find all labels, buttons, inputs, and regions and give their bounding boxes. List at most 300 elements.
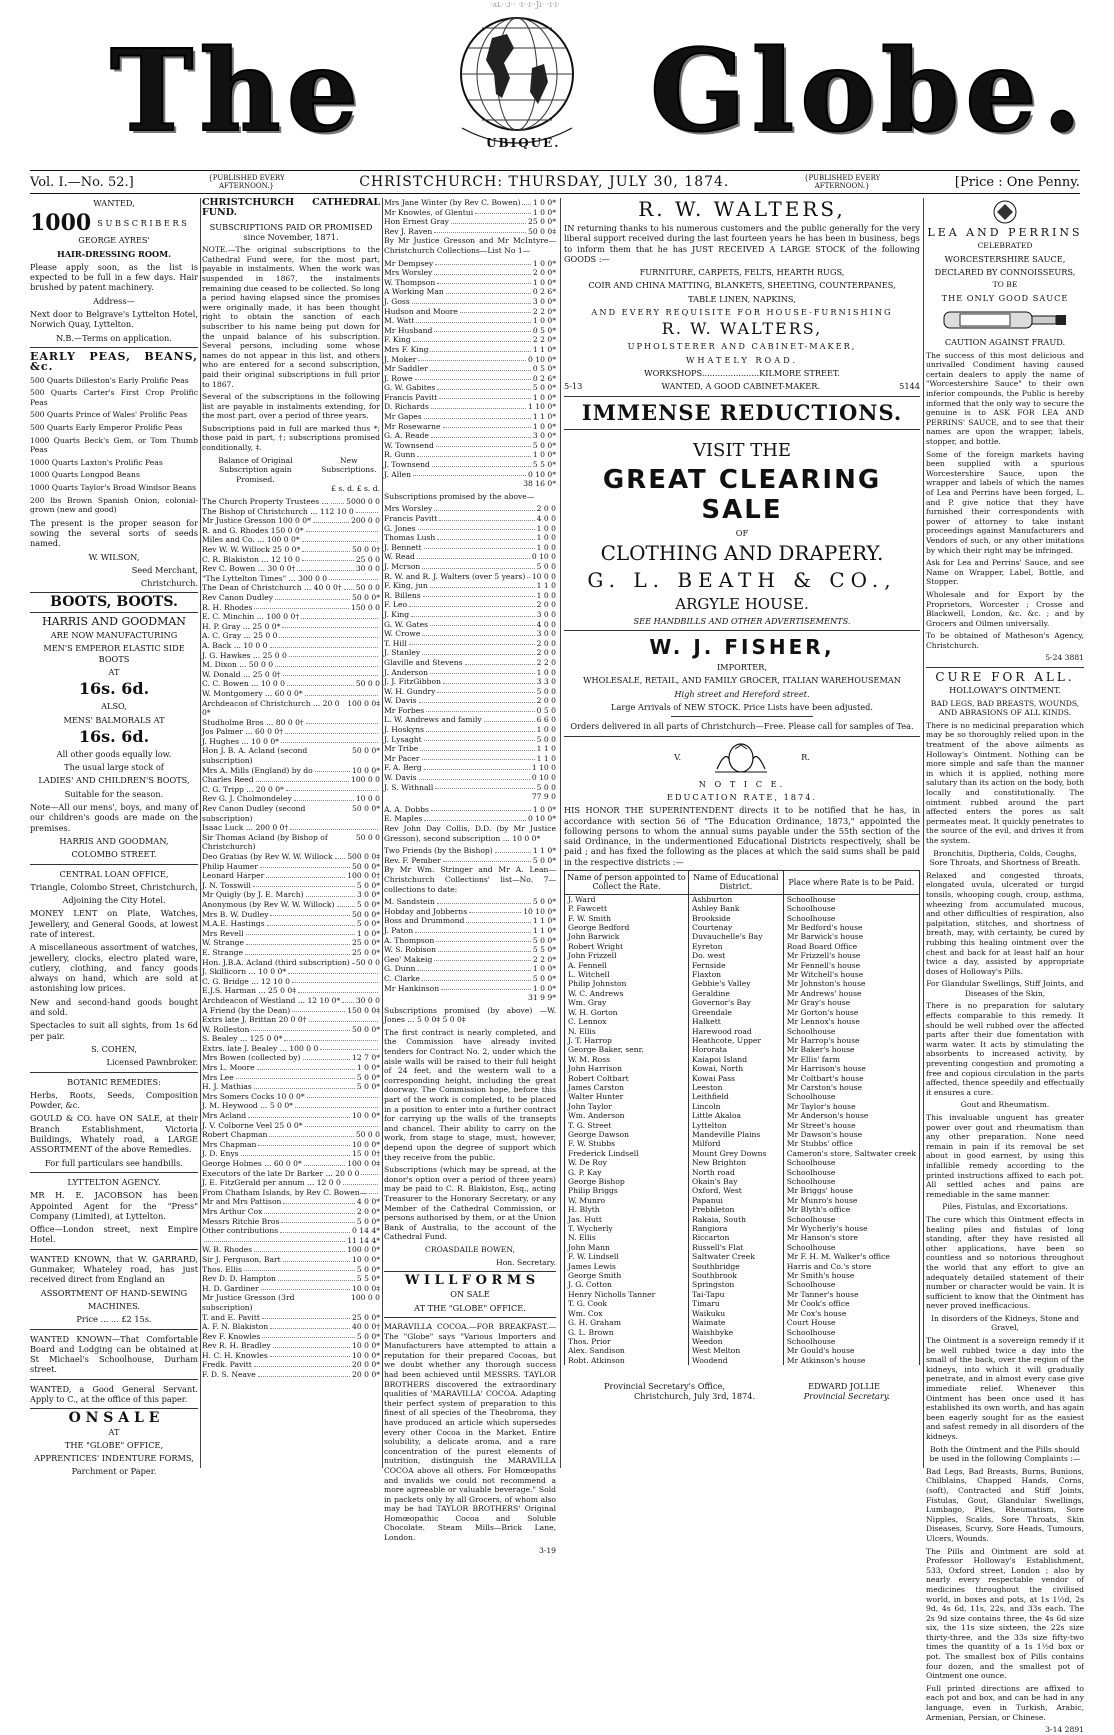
table-cell: Mr F. H. M. Walker's office [783,1252,919,1261]
table-cell: Governor's Bay [689,998,784,1007]
table-cell: George Bedford [565,923,689,932]
cohen: S. COHEN, [91,1043,137,1054]
table-row [384,227,556,237]
table-row [565,1158,920,1167]
table-cell: Fernside [689,961,784,970]
table-row [202,746,380,765]
table-cell: Ashley Bank [689,904,784,913]
row-amount: 5 0 0 [536,686,556,696]
row-amount: 5 0 0* [532,973,556,983]
table-cell: Mr Harrison's house [783,1064,919,1073]
notice: N O T I C E. [698,778,786,789]
table-row [384,278,556,288]
row-name: A. C. Gray ... 25 0 0 [202,631,278,641]
table-row [565,1224,920,1233]
table-cell: Mr Hanson's store [783,1233,919,1242]
wanted-number: 1000 [30,210,92,237]
table-cell: John Harrison [565,1064,689,1073]
table-cell: Wm. Anderson [565,1111,689,1120]
table-cell: Schoolhouse [783,1215,919,1224]
row-amount: 2 2 0 [536,657,556,667]
will-at-globe: AT THE "GLOBE" OFFICE. [414,1302,526,1313]
row-amount: 0 14 4* [352,1226,380,1236]
table-cell: W. De Roy [565,1158,689,1167]
row-amount: 1 0 0* [532,804,556,814]
row-amount: 50 0 0 [355,583,380,593]
table-row [202,1274,380,1284]
row-amount: 1 0 0* [532,207,556,217]
row-amount: 1 0 0* [532,964,556,974]
table-cell: Mr Atkinson's house [783,1356,919,1365]
table-row [565,1271,920,1280]
table-row [202,1370,380,1380]
table-row [565,1017,920,1026]
row-name: Rev G. J. Cholmondeley [202,794,292,804]
table-cell: Thos. Prior [565,1337,689,1346]
table-row [384,383,556,393]
table-row [565,1074,920,1083]
globe-icon [452,8,582,156]
lp-ref: 5-24 3881 [1045,653,1084,663]
table-cell: North road [689,1168,784,1177]
high-street: High street and Hereford street. [674,688,810,699]
row-name: Francis Pavitt [384,514,438,523]
table-cell: F. W. Smith [565,914,689,923]
table-row [202,785,380,795]
row-name: Mr and Mrs Pattison [202,1197,282,1207]
row-amount: 50 0 0 [355,832,380,842]
row-amount: 50 0 0* [352,804,380,814]
table-row [384,514,556,524]
table-cell: Harris and Co.'s store [783,1262,919,1271]
row-amount: 5 5 0* [356,1274,380,1284]
table-cell: Mr Coltbart's house [783,1074,919,1083]
table-row [384,591,556,601]
table-row [565,1177,920,1186]
table-row [384,450,556,460]
column-1 [30,198,198,1477]
goods-1: FURNITURE, CARPETS, FELTS, HEARTH RUGS, [639,267,845,278]
table-row [384,217,556,227]
row-amount: 100 0 0 [351,775,380,785]
row-name: H. C. H. Knowles [202,1350,268,1360]
table-cell: George Smith [565,1271,689,1280]
row-name: A Working Man [384,287,444,297]
table-cell: Mr Lennox's house [783,1017,919,1026]
row-name: W. H. Gundry [384,686,436,696]
row-amount: 5 0 0* [532,935,556,945]
row-amount: 50 0 0* [352,1024,380,1034]
row-name: Mrs Bowen (collected by) [202,1053,301,1063]
row-name: G. W. Gabites [384,383,436,393]
table-row [384,422,556,432]
promised-label: Subscriptions promised by the above— [384,491,535,501]
cathedral-marks: Subscriptions paid in full are marked thus *; those paid in part, †; subscriptions promised conditionally, ‡. [202,423,380,453]
table-row [565,1346,920,1355]
row-name: Mrs Revell [202,928,244,938]
table-row [565,1318,920,1327]
wanted-cabinet: WANTED, A GOOD CABINET-MAKER. [661,381,821,392]
row-amount: 1 1 0* [532,344,556,354]
row-name: Mr Forbes [384,705,425,715]
row-amount: 2 2 0* [532,335,556,345]
row-amount: 20 0 0* [352,1360,380,1370]
row-name: J. Goss [384,296,410,306]
table-row [384,639,556,649]
table-cell: Mr Gould's house [783,1346,919,1355]
table-cell: W. Munro [565,1196,689,1205]
table-cell: Mr Wycherly's house [783,1224,919,1233]
table-cell: Court House [783,1318,919,1327]
table-row [565,942,920,951]
table-row [384,763,556,773]
row-amount: 1 1 0* [532,916,556,926]
gout: Gout and Rheumatism. [960,1100,1050,1110]
table-cell: Mr Fennell's house [783,961,919,970]
grocer: WHOLESALE, RETAIL, AND FAMILY GROCER, ITALIAN WAREHOUSEMAN [583,675,901,686]
table-cell: George Dawson [565,1130,689,1139]
walters-text: IN returning thanks to his numerous customers and the public generally for the very liberal support received during the last fourteen years he has been in business, begs to inform them that he has JUST RECEIVED A LARGE STOCK of the following GOODS :— [564,223,920,264]
row-name: Mr Gapes [384,412,422,422]
list-item: 500 Quarts Prince of Wales' Prolific Peas [30,410,188,420]
row-name: R. Gunn [384,450,416,460]
adjoining: Adjoining the City Hotel. [62,895,166,906]
table-row [565,1337,920,1346]
beath: G. L. BEATH & CO., [587,567,897,592]
table-row [202,1111,380,1121]
row-amount: 2 0 0 [536,648,556,658]
row-name: J. Hoskyns [384,725,425,735]
row-amount: 4 0 0 [536,514,556,523]
table-cell: Kowai, North [689,1064,784,1073]
list-item: 500 Quarts Carter's First Crop Prolific Peas [30,388,198,407]
jollie: EDWARD JOLLIE [808,1381,880,1392]
honor-text: HIS HONOR THE SUPERINTENDENT directs it to be notified that he has, in accordance with section 56 of "The Education Ordinance, 1873," appointed the following persons to whom the annual sums payable under the 55th section of the said Ordinance, in the undermentioned Educational Districts respectively, shall be paid ; and has fixed the following as the places at which the said sums shall be paid in the respective districts :— [564,805,920,867]
row-name: Hudson and Moore [384,306,458,316]
new-goods: New and second-hand goods bought and sold. [30,996,198,1018]
assortment: ASSORTMENT OF HAND-SEWING [40,1287,188,1298]
row-name: Mr Pacer [384,753,420,763]
row-amount: 1 0 0 [536,590,556,600]
table-cell: Schoolhouse [783,1328,919,1337]
table-cell: Schoolhouse [783,1177,919,1186]
r-letter: R. [801,752,810,763]
garrard: WANTED KNOWN, that W. GARRARD, Gunmaker, Whateley road, has just received direct from England an [30,1253,198,1285]
table-row [384,316,556,326]
row-name: Executors of the late Dr Barker ... 20 0 0 [202,1168,360,1178]
table-row [384,984,556,994]
row-amount: 2 0 0 [536,600,556,610]
table-cell: George Baker, senr. [565,1045,689,1054]
table-row [384,916,556,926]
row-name: A Friend (by the Dean) [202,1005,291,1015]
table-row [384,533,556,543]
table-cell: West Melton [689,1346,784,1355]
row-amount: 1 0 0* [532,277,556,287]
table-row [565,1243,920,1252]
table-cell: Schoolhouse [783,914,919,923]
row-amount: 25 0 0* [528,217,556,227]
table-row [202,890,380,900]
row-name: W. Read [384,552,415,562]
promised-jones: Subscriptions promised (by above) —W. Jones ... 5 0 0‡ 5 0 0‡ [384,1005,556,1025]
row-amount: 1 1 0 [536,581,556,591]
only-good: THE ONLY GOOD SAUCE [941,293,1069,304]
table-row [202,718,380,728]
table-cell: Duvauchelle's Bay [689,932,784,941]
subscription-table [202,497,380,1380]
triangle: Triangle, Colombo Street, Christchurch, [30,881,198,892]
holloway-7: Bad Legs, Bad Breasts, Burns, Bunions, Chilblains, Chapped Hands, Corns, (soft), Contracted and Stiff Joints, Fistulas, Gout, Glandular Swellings, Lumbago, Piles, Rheumatism, Sore Nipples, Scalds, Sore Throats, Skin Diseases, Scurvy, Sore Heads, Tumours, Ulcers, Wounds. [926,1466,1084,1543]
table-row [565,979,920,988]
column-3 [384,198,556,1555]
row-amount: 50 0 0* [352,861,380,871]
row-name: C. C. Bowen ... 10 0 0 [202,679,285,689]
table-row [384,945,556,955]
table-cell: Mr Street's house [783,1121,919,1130]
lp-text-5: To be obtained of Matheson's Agency, Christchurch. [926,631,1084,650]
row-name: D. Richards [384,402,429,412]
fisher: W. J. FISHER, [649,635,835,660]
row-amount: 5 0 0* [532,383,556,393]
seed-merchant: Seed Merchant, [131,564,198,575]
row-name: Mrs Worsley [384,268,433,278]
row-amount: 10 0 0 [531,571,556,581]
table-row [384,696,556,706]
list-item: 500 Quarts Early Emperor Prolific Peas [30,422,183,432]
table-cell: Frederick Lindsell [565,1149,689,1158]
ref-1: 5-13 [564,381,583,392]
table-row [384,936,556,946]
table-cell: Mr Munro's house [783,1196,919,1205]
row-name: Studholme Bros ... 80 0 0† [202,717,304,727]
table-row [384,412,556,422]
table-cell: New Brighton [689,1158,784,1167]
present-season: The present is the proper season for sowing the several sorts of seeds named. [30,517,198,549]
table-row [565,1280,920,1289]
will-on-sale: ON SALE [450,1289,490,1300]
row-name: J. N. Tosswill [202,880,251,890]
row-amount: 5 0 0* [356,1264,380,1274]
published-right: {PUBLISHED EVERY AFTERNOON.} [804,174,881,190]
table-row [384,374,556,384]
table-row [202,1226,380,1236]
table-row [384,402,556,412]
table-cell: Halkett [689,1017,784,1026]
table-row [202,823,380,833]
table-row [202,1245,380,1255]
table-row [384,355,556,365]
row-amount: 1 0 0 [536,542,556,552]
table-row [384,431,556,441]
emperor: MEN'S EMPEROR ELASTIC SIDE BOOTS [43,643,185,664]
table-cell: Tai-Tapu [689,1290,784,1299]
table-row [565,1356,920,1365]
row-amount: 5 0 0* [356,880,380,890]
table-cell: Hororata [689,1045,784,1054]
table-row [565,1328,920,1337]
table-cell: T. Wycherly [565,1224,689,1233]
of-label: OF [735,527,749,538]
table-cell: Robert Wright [565,942,689,951]
lp-text-4: Wholesale and for Export by the Proprietors, Worcester ; Crosse and Blackwell, London, &c. &c. ; and by Grocers and Oilmen universally. [926,589,1084,628]
row-amount: 1 0 0* [356,1063,380,1073]
declared: DECLARED BY CONNOISSEURS, [934,267,1076,278]
row-name: Mrs Acland [202,1111,247,1121]
top-note: ·ʌʟ··ɹ·· ·ɪ··ɪ··Jɪ· ·ɪ·ɪ· [490,0,560,9]
column-rule [923,198,924,1468]
bowen: CROASDAILE BOWEN, [425,1244,515,1254]
colombo: COLOMBO STREET. [71,849,157,860]
row-name: S. Bealey ... 125 0 0* [202,1034,283,1044]
caution: CAUTION AGAINST FRAUD. [944,337,1066,348]
table-cell: Schoolhouse [783,1168,919,1177]
table-row [565,1121,920,1130]
row-amount: 2 0 0* [532,268,556,278]
list-item: 500 Quarts Dilleston's Early Prolific Peas [30,375,189,385]
loan-office: CENTRAL LOAN OFFICE, [59,868,169,879]
row-name: Glaville and Stevens [384,657,463,667]
row-name: From Chatham Islands, by Rev C. Bowen— [202,1187,368,1197]
row-name: The Church Property Trustees ... [202,497,329,507]
table-cell: Kowai Pass [689,1074,784,1083]
table-row [384,926,556,936]
table-cell: Greendale [689,1008,784,1017]
row-amount: 5 0 0* [356,1331,380,1341]
orders: Orders delivered in all parts of Christchurch—Free. Please call for samples of Tea. [570,721,914,732]
table-cell: Mr Cox's house [783,1309,919,1318]
row-name: Mrs Worsley [384,504,433,514]
table-cell: G. L. Brown [565,1328,689,1337]
table-row [565,894,920,904]
price: [Price : One Penny. [954,174,1080,190]
table-row [202,919,380,929]
table-row [565,1055,920,1064]
subscriptions-info: Subscriptions (which may be spread, at the donor's option over a period of three years) may be paid to C. R. Blakiston, Esq., acting Treasurer to the Honorary Secretary, or any Member of the Cathedral Commission, or persons authorised by them, or at the Union Bank of Australia, to the account of the Cathedral Fund. [384,1165,556,1242]
table-cell: Mr Gray's house [783,998,919,1007]
row-name: G. Dunn [384,964,416,974]
table-cell: G. H. Graham [565,1318,689,1327]
table-row [384,600,556,610]
table-row [565,1215,920,1224]
table-row [202,660,380,670]
table-cell: J. Ward [565,894,689,904]
row-name: A. Thompson [384,935,435,945]
table-cell: Rakaia, South [689,1215,784,1224]
table-row [384,907,556,917]
table-cell: Saltwater Creek [689,1252,784,1261]
table-row [565,1252,920,1261]
row-name: Charles Reed [202,775,254,785]
holloway-5: The cure which this Ointment effects in healing piles and fistulas of long standing, after they have resisted all other applications, have been so countless and so notorious throughout the world that any effort to give an adequately detailed statement of their number or character would be vain. It is sufficient to know that the Ointment has never proved inefficacious. [926,1214,1084,1311]
row-name: Rev. F. Pember [384,855,441,865]
table-cell: Mr Dawson's house [783,1130,919,1139]
row-amount: 2 2 0* [532,954,556,964]
table-header: Name of person appointed to Collect the Rate. [565,871,689,895]
table-row [202,862,380,872]
table-cell: P. Fawcett [565,904,689,913]
row-name: Mr Quigly (by J. E. March) [202,890,304,900]
row-amount: 0 10 0 [531,773,556,783]
row-name: Rev Canon Dudley (second subscription) [202,804,306,823]
row-amount: 1 10 0 [531,763,556,773]
row-amount: 100 0 0‡ [347,1159,380,1168]
table-row [202,1351,380,1361]
row-name: J. Stanley [384,648,421,658]
row-amount: 2 2 0* [532,306,556,316]
lp-text-1: The success of this most delicious and unrivalled Condiment having caused certain dealers to apply the name of "Worcestershire Sauce" to their own inferior compounds, the Public is hereby informed that the only way to secure the genuine is to ASK FOR LEA AND PERRINS' SAUCE, and to see that their names are upon the wrapper, labels, stopper, and bottle. [926,350,1084,447]
table-row [202,852,380,862]
row-amount: 2 0 0 [536,504,556,514]
table-row [202,1092,380,1102]
row-name: W. Crowe [384,629,421,639]
lea-perrins-crest-icon [985,198,1025,228]
table-cell: Weedon [689,1337,784,1346]
row-name: Mrs A. Mills (England) by do [202,765,313,775]
column-rule [382,198,383,1468]
table-row [202,1217,380,1227]
bronchitis: Bronchitis, Diptheria, Colds, Coughs, Sore Throats, and Shortness of Breath. [929,848,1081,868]
table-row [384,268,556,278]
table-cell: James Carston [565,1083,689,1092]
cathedral-note: NOTE.—The original subscriptions to the Cathedral Fund were, for the most part, payable in instalments. When the work was suspended in 1867, the instalments remaining due ceased to be collected. So long a period having elapsed since the promises were originally made, it has been thought right to obtain the sanction of each subscriber to his name being put down for the unpaid balance of his subscription. Several persons, including some whose names do not appear in this list, and others who are entered for a second subscription, paid their original subscriptions in full prior to 1867. [202,245,380,389]
globe-office: THE "GLOBE" OFFICE, [64,1439,164,1450]
row-amount: 1 0 0 [536,533,556,543]
row-amount: 30 0 0 [355,995,380,1005]
row-name: Leonard Harper [202,871,265,881]
table-cell: H. Blyth [565,1205,689,1214]
table-row [202,967,380,977]
row-name: Mrs Arthur Cox [202,1206,263,1216]
row-name: Rev J. Raven [384,226,433,236]
row-name: The Dean of Christchurch ... 40 0 0† [202,583,342,593]
row-name: W. B. Rhodes [202,1245,253,1255]
row-name: R. W. and R. J. Walters (over 5 years) [384,571,526,581]
row-name: J. Moker [384,354,417,364]
row-name: Boss and Drummond [384,916,465,926]
table-cell: Mount Grey Downs [689,1149,784,1158]
table-row [202,1332,380,1342]
row-amount: 0 10 0* [528,469,556,479]
table-row [202,1149,380,1159]
row-amount: 3 0 0* [532,431,556,441]
row-name: W. Davis [384,773,417,783]
both: Both the Ointment and the Pills should be used in the following Complaints :— [929,1444,1081,1464]
row-amount: 10 0 0* [352,1341,380,1351]
masthead-the: The [110,26,365,157]
wanted-known-2: WANTED KNOWN—That Comfortable Board and Lodging can be obtained at St Michael's Schoolhouse, Durham street. [30,1333,198,1375]
row-amount: 0 10 0* [528,354,556,364]
table-row [202,1101,380,1111]
christchurch-date: Christchurch, July 3rd, 1874. [634,1391,756,1402]
row-amount: 1 0 0* [356,928,380,938]
table-row [384,629,556,639]
row-name: G. Jones [384,523,416,533]
table-row [202,996,380,1006]
table-row [384,552,556,562]
table-row [384,955,556,965]
row-amount: 1 1 0* [532,925,556,935]
row-amount: 0 10 0 [531,552,556,562]
table-cell: Philip Briggs [565,1186,689,1195]
row-name: E. Strange [202,947,244,957]
table-row [384,846,556,856]
table-row [565,1130,920,1139]
column-2 [202,198,380,1468]
prov-secretary: Provincial Secretary. [803,1391,890,1402]
table-row [202,583,380,593]
row-name: J. Rowe [384,373,413,383]
